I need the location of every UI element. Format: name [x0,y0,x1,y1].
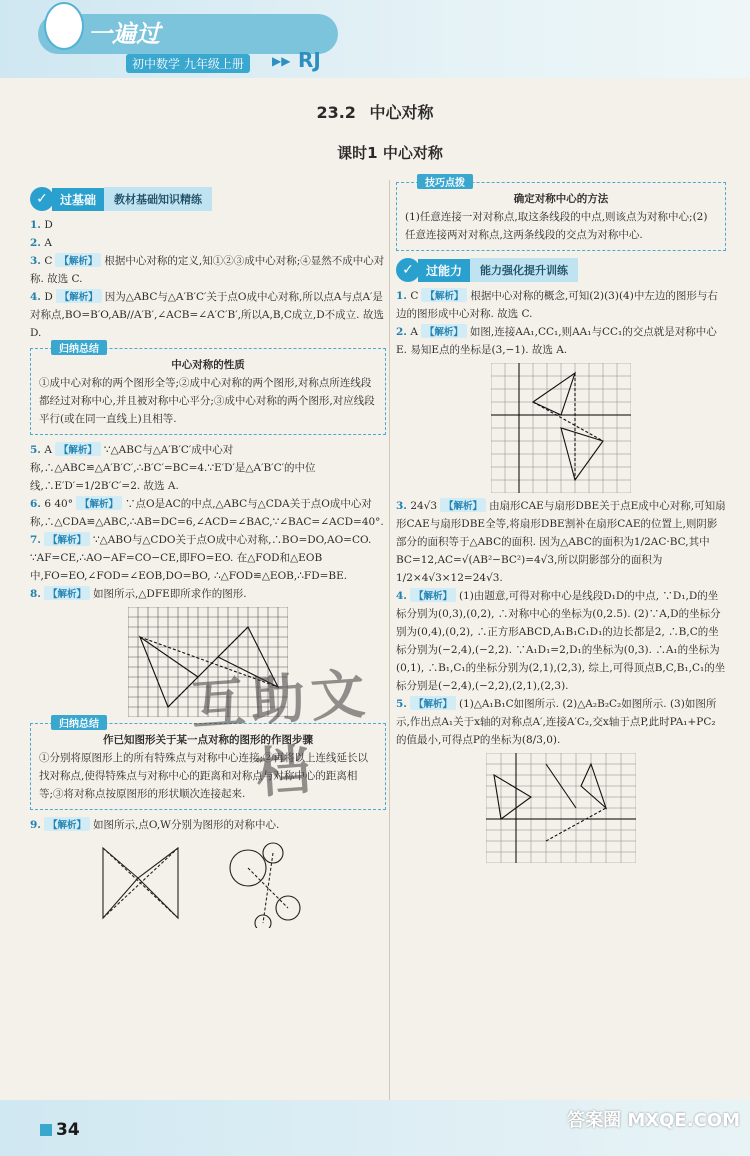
book-subtitle: 初中数学 九年级上册 [126,54,250,73]
answer-item: 5. A 【解析】 ∵△ABC与△A′B′C′成中心对称,∴△ABC≌△A′B′C′,∴B′C′=BC=4.∵E′D′是△A′B′C′的中位线,∴E′D′=1/2B′C′=2. 故选 A. [30,444,316,492]
banner-title: 过能力 [418,259,470,282]
page-footer [0,1100,750,1156]
summary-title: 作已知图形关于某一点对称的图形的作图步骤 [103,734,313,746]
tip-label: 技巧点拨 [417,174,473,189]
page-marker-icon [40,1124,52,1136]
arrow-icon: ▶▶ [272,54,291,68]
answer-item: 3. C 【解析】 根据中心对称的定义,知①②③成中心对称;④显然不成中心对称. 故选 C. [30,255,385,285]
basic-banner [30,186,386,212]
answer-item: 8. 【解析】 如图所示,△DFE即所求作的图形. [30,588,247,600]
check-icon: ✓ [396,258,420,282]
section-number: 23.2 [316,103,356,122]
answer-item: 3. 24√3 【解析】 由扇形CAE与扇形DBE关于点E成中心对称,可知扇形CAE与扇形DBE全等,将扇形DBE割补在扇形CAE的位置上,则阴影部分的面积等于△ABC的面积. 因为△ABC的面积为1/2AC·BC,其中BC=12,AC=√(AB²−BC²)=4√3,所以阴影部分的面积为1/2×4√3×12=24√3. [396,500,726,584]
answer-item: 4. D 【解析】 因为△ABC与△A′B′C′关于点O成中心对称,所以点A与点A′是对称点,BO=B′O,AB//A′B′,∠ACB=∠A′C′B′,所以A,B,C成立,D不成立. 故选 D. [30,291,384,339]
page-number: 34 [56,1120,80,1140]
page-header [0,0,750,78]
answer-item: 2. A [30,237,52,249]
tip-title: 确定对称中心的方法 [513,193,609,205]
banner-subtitle: 教材基础知识精练 [104,187,212,211]
balloon-icon [44,2,84,50]
answer-item: 2. A 【解析】 如图,连接AA₁,CC₁,则AA₁与CC₁的交点就是对称中心E. 易知E点的坐标是(3,−1). 故选 A. [396,326,717,356]
tip-box [396,178,726,251]
coordinate-figure-2 [486,753,636,863]
site-watermark: 答案圈 MXQE.COM [567,1110,740,1131]
left-column [30,186,386,932]
summary-text: ①成中心对称的两个图形全等;②成中心对称的两个图形,对称点所连线段都经过对称中心,并且被对称中心平分;③成中心对称的两个图形,对应线段平行(或在同一直线上)且相等. [39,377,375,425]
summary-label: 归纳总结 [51,715,107,730]
banner-title: 过基础 [52,188,104,211]
summary-title: 中心对称的性质 [171,359,245,371]
answer-item: 1. C 【解析】 根据中心对称的概念,可知(2)(3)(4)中左边的图形与右边的图形成中心对称. 故选 C. [396,290,718,320]
right-column [396,176,726,867]
coordinate-figure-1 [491,363,631,493]
edition-badge: RJ [298,48,321,72]
banner-subtitle: 能力强化提升训练 [470,258,578,282]
section-title [0,100,750,123]
summary-label: 归纳总结 [51,340,107,355]
answer-item: 4. 【解析】 (1)由题意,可得对称中心是线段D₁D的中点, ∵D₁,D的坐标分别为(0,3),(0,2), ∴对称中心的坐标为(0,2.5). (2)∵A,D的坐标分别为(0,4),(0,2), ∴正方形ABCD,A₁B₁C₁D₁的边长都是2, ∴B,C的坐标分别为(−2,4),(−2,2). ∵A₁D₁=2,D₁的坐标为(0,3). ∴A₁的坐标为(0,1), ∴B₁,C₁的坐标分别为(2,1),(2,3), 综上,可得顶点B,C,B₁,C₁的坐标分别是(−2,4),(−2,2),(2,1),(2,3). [396,590,726,692]
symmetry-figure [98,838,318,928]
summary-text: ①分别将原图形上的所有特殊点与对称中心连接;②再将以上连线延长以找对称点,使得特殊点与对称中心的距离和对称点与对称中心的距离相等;③将对称点按原图形的形状顺次连接起来. [39,752,369,800]
answer-item: 9. 【解析】 如图所示,点O,W分别为图形的对称中心. [30,819,280,831]
column-divider [389,180,390,1100]
section-name: 中心对称 [369,103,434,122]
lesson-title: 课时1 中心对称 [337,144,443,162]
watermark-stamp: 互助文档 [188,661,373,805]
tip-text: (1)任意连接一对对称点,取这条线段的中点,则该点为对称中心;(2)任意连接两对对称点,这两条线段的交点为对称中心. [405,211,708,241]
answer-item: 6. 6 40° 【解析】 ∵点O是AC的中点,△ABC与△CDA关于点O成中心对称,∴△CDA≌△ABC,∴AB=DC=6,∠ACD=∠BAC,∵∠BAC=∠ACD=40°. [30,498,384,528]
ability-banner [396,257,726,283]
summary-box [30,344,386,435]
answer-item: 7. 【解析】 ∵△ABO与△CDO关于点O成中心对称,∴BO=DO,AO=CO. ∵AF=CE,∴AO−AF=CO−CE,即FO=EO. 在△FOD和△EOB中,FO=EO,∠FOD=∠EOB,DO=BO, ∴△FOD≌△EOB,∴FD=BE. [30,534,372,582]
brand-title: 一遍过 [88,20,160,48]
answer-item: 5. 【解析】 (1)△A₁B₁C如图所示. (2)△A₂B₂C₂如图所示. (3)如图所示,作出点A₁关于x轴的对称点A′,连接A′C₂,交x轴于点P,此时PA₁+PC₂的值最小,可得点P的坐标为(8/3,0). [396,698,717,746]
answer-item: 1. D [30,219,53,231]
check-icon: ✓ [30,187,54,211]
